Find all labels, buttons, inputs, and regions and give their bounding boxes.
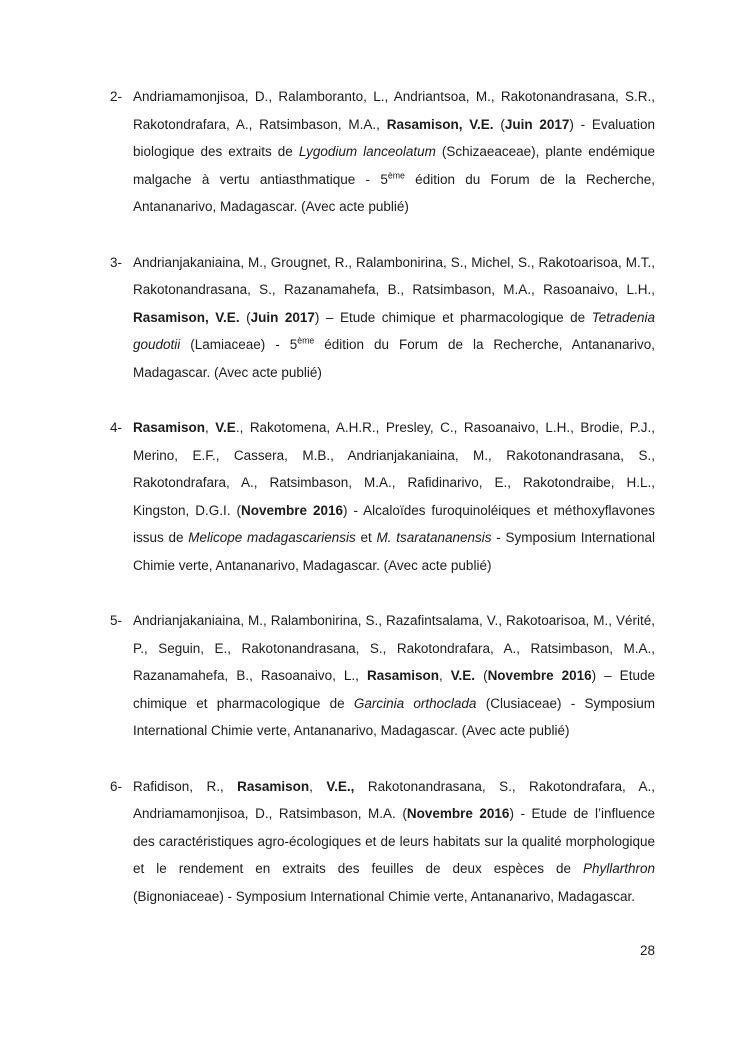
reference-list xyxy=(110,83,655,910)
reference-item xyxy=(110,83,655,221)
item-text: Rasamison, V.E., Rakotomena, A.H.R., Presley, C., Rasoanaivo, L.H., Brodie, P.J., Merino, E.F., Cassera, M.B., Andrianjakaniaina, M., Rakotonandrasana, S., Rakotondrafara, A., Ratsimbason, M.A., Rafidinarivo, E., Rakotondraibe, H.L., Kingston, D.G.I. (Novembre 2016) - Alcaloïdes furoquinoléiques et méthoxyflavones issus de Melicope madagascariensis et M. tsaratananensis - Symposium International Chimie verte, Antananarivo, Madagascar. (Avec acte publié) xyxy=(133,420,655,573)
reference-item xyxy=(110,607,655,745)
item-number: 5- xyxy=(110,613,123,628)
reference-item xyxy=(110,249,655,387)
reference-item xyxy=(110,414,655,579)
page-number: 28 xyxy=(639,943,655,958)
item-text: Andrianjakaniaina, M., Ralambonirina, S., Razafintsalama, V., Rakotoarisoa, M., Vérité, P., Seguin, E., Rakotonandrasana, S., Rakotondrafara, A., Ratsimbason, M.A., Razanamahefa, B., Rasoanaivo, L., Rasamison, V.E. (Novembre 2016) – Etude chimique et pharmacologique de Garcinia orthoclada (Clusiaceae) - Symposium International Chimie verte, Antananarivo, Madagascar. (Avec acte publié) xyxy=(133,613,655,738)
item-text: Andrianjakaniaina, M., Grougnet, R., Ralambonirina, S., Michel, S., Rakotoarisoa, M.T., Rakotonandrasana, S., Razanamahefa, B., Ratsimbason, M.A., Rasoanaivo, L.H., Rasamison, V.E. (Juin 2017) – Etude chimique et pharmacologique de Tetradenia goudotii (Lamiaceae) - 5ème édition du Forum de la Recherche, Antananarivo, Madagascar. (Avec acte publié) xyxy=(133,254,655,380)
item-number: 3- xyxy=(110,254,123,270)
item-number: 2- xyxy=(110,89,123,104)
item-number: 4- xyxy=(110,420,123,435)
reference-item xyxy=(110,773,655,911)
item-text: Andriamamonjisoa, D., Ralamboranto, L., Andriantsoa, M., Rakotonandrasana, S.R., Rakotondrafara, A., Ratsimbason, M.A., Rasamison, V.E. (Juin 2017) - Evaluation biologique des extraits de Lygodium lanceolatum (Schizaeaceae), plante endémique malgache à vertu antiasthmatique - 5ème édition du Forum de la Recherche, Antananarivo, Madagascar. (Avec acte publié) xyxy=(133,89,655,214)
item-text: Rafidison, R., Rasamison, V.E., Rakotonandrasana, S., Rakotondrafara, A., Andriamamonjisoa, D., Ratsimbason, M.A. (Novembre 2016) - Etude de l’influence des caractéristiques agro-écologiques et de leurs habitats sur la qualité morphologique et le rendement en extraits des feuilles de deux espèces de Phyllarthron (Bignoniaceae) - Symposium International Chimie verte, Antananarivo, Madagascar. xyxy=(133,778,656,904)
item-number: 6- xyxy=(110,778,123,794)
